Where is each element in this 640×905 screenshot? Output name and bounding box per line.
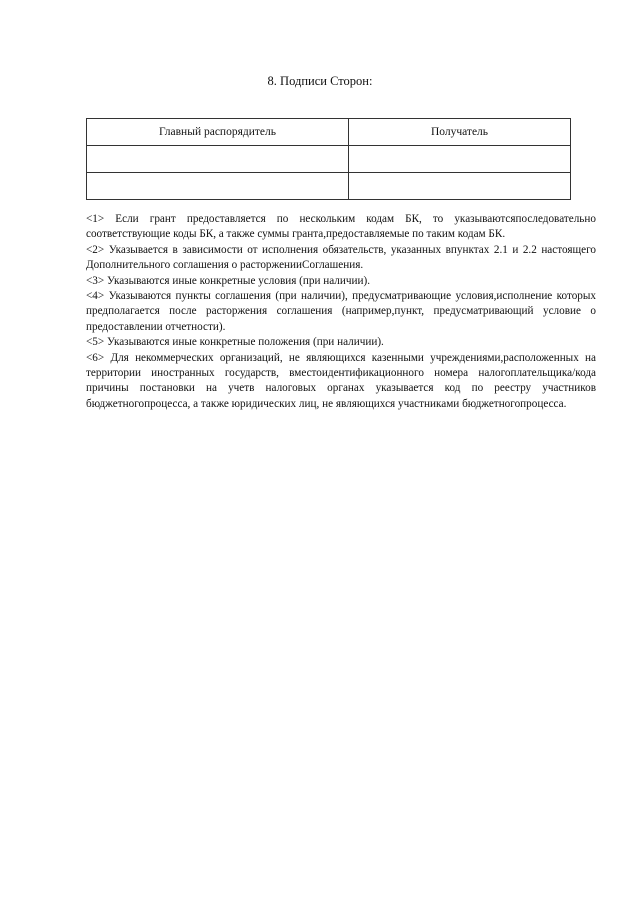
footnote-5: <5> Указываются иные конкретные положения (при наличии). <box>86 336 384 349</box>
footnote-4: <4> Указываются пункты соглашения (при наличии), предусматривающие условия,исполнение которых предполагается после расторжения соглашения (например,пункт, предусматривающий условие о предоставлении отчетности). <box>86 290 596 333</box>
section-title: 8. Подписи Сторон: <box>267 74 373 88</box>
table-row <box>87 146 571 173</box>
header-recipient: Получатель <box>349 119 571 146</box>
footnote-2: <2> Указывается в зависимости от исполнения обязательств, указанных впунктах 2.1 и 2.2 настоящего Дополнительного соглашения о расторженииСоглашения. <box>86 243 596 272</box>
footnote-6: <6> Для некоммерческих организаций, не являющихся казенными учреждениями,расположенных на территории иностранных государств, вместоидентификационного номера налогоплательщика/кода причины постановки на учетв налоговых органах указывается код по реестру участников бюджетногопроцесса, а также юридических лиц, не являющихся участниками бюджетногопроцесса. <box>86 351 596 410</box>
table-cell <box>349 173 571 200</box>
table-header-row <box>87 119 571 146</box>
table-cell <box>87 146 349 173</box>
table-cell <box>349 146 571 173</box>
table-row <box>87 173 571 200</box>
footnote-3: <3> Указываются иные конкретные условия (при наличии). <box>86 274 370 287</box>
footnote-1: <1> Если грант предоставляется по нескольким кодам БК, то указываютсяпоследовательно соответствующие коды БК, а также суммы гранта,предоставляемые по таким кодам БК. <box>86 213 596 241</box>
signatures-table <box>86 118 571 200</box>
table-cell <box>87 173 349 200</box>
footnotes <box>86 212 596 412</box>
header-chief-manager: Главный распорядитель <box>87 119 349 146</box>
